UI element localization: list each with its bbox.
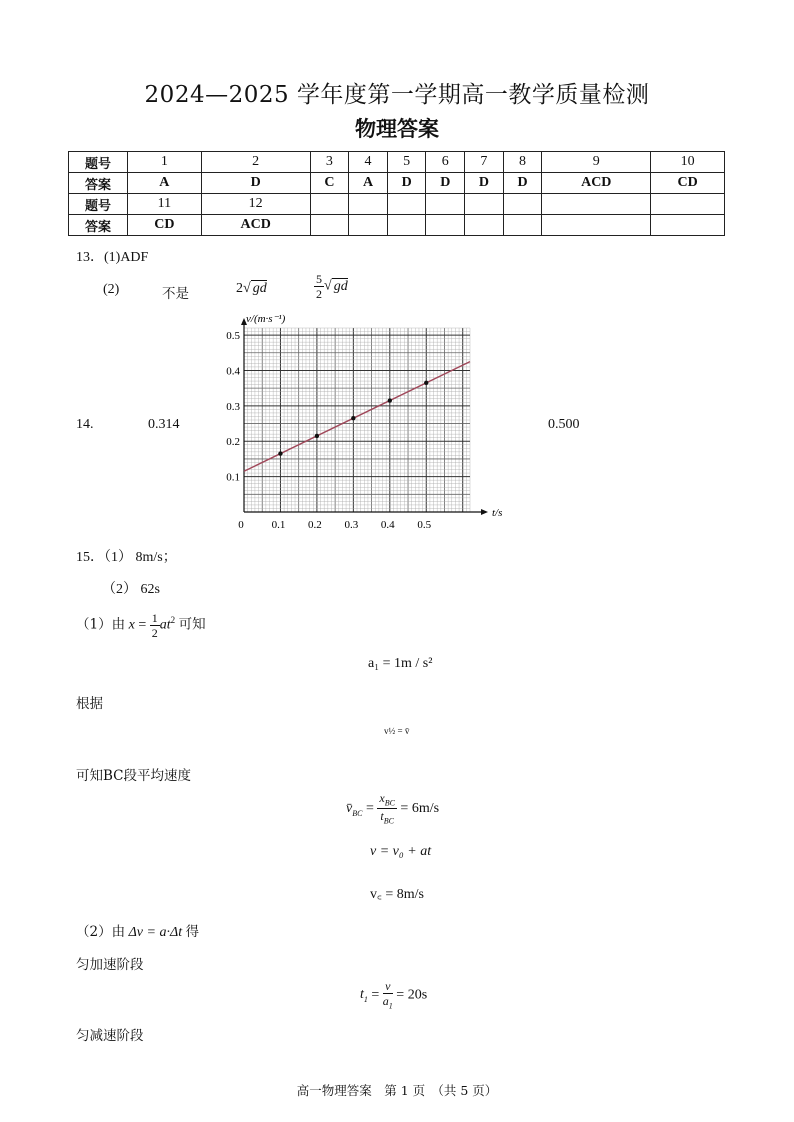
table-cell xyxy=(542,194,651,215)
table-cell xyxy=(349,194,388,215)
table-cell xyxy=(542,215,651,236)
table-cell: D xyxy=(201,173,310,194)
table-cell xyxy=(465,215,504,236)
table-cell xyxy=(503,194,542,215)
expr2-numerator: 5 xyxy=(316,272,322,286)
half-fraction xyxy=(150,612,160,639)
page-subtitle: 物理答案 xyxy=(355,116,439,141)
sqrt-sign: √ xyxy=(324,278,332,294)
eq-vbc-num: $x_{BC}$ xyxy=(379,791,395,808)
eq-vbc-lhs: $v̄_{BC}$ xyxy=(346,801,363,818)
table-row xyxy=(69,173,725,194)
table-cell: 3 xyxy=(310,152,349,173)
answer-table xyxy=(68,151,725,236)
x-tick-label: 0.5 xyxy=(417,519,432,531)
table-cell xyxy=(310,215,349,236)
x-tick-label: 0.2 xyxy=(308,519,322,531)
table-cell: D xyxy=(387,173,426,194)
eq-vc: v꜀ = 8m/s xyxy=(370,887,424,902)
page-footer: 高一物理答案 第 1 页 （共 5 页） xyxy=(296,1083,498,1098)
eq-t1-den: $a_1$ xyxy=(382,994,393,1011)
table-cell xyxy=(651,194,725,215)
step1-prefix: （1）由 xyxy=(76,616,126,633)
q14-label: 14. xyxy=(76,417,94,432)
label-according: 根据 xyxy=(76,696,103,712)
table-cell: 8 xyxy=(503,152,542,173)
label-acceleration-phase: 匀加速阶段 xyxy=(76,957,144,973)
eq-a1: a₁ = 1m / s² xyxy=(368,656,433,671)
q13-expression-2 xyxy=(314,273,348,300)
step2-equation: Δv = a·Δt xyxy=(128,925,183,940)
table-cell xyxy=(426,194,465,215)
eq-t1-value: = 20s xyxy=(396,987,428,1003)
table-cell: A xyxy=(349,173,388,194)
velocity-time-chart xyxy=(220,312,510,540)
table-cell xyxy=(651,215,725,236)
eq-vbc: $v̄_{BC}$ = $\frac{x_{BC}}{t_{BC}}$ = 6m/s xyxy=(346,791,440,826)
q15-step-1: （1）由 x = $\frac{1}{2}$ $at^2$ 可知 xyxy=(76,611,206,640)
y-tick-label: 0.4 xyxy=(226,365,240,378)
sqrt-sign: √ xyxy=(243,281,251,296)
page-title: 2024—2025 学年度第一学期高一教学质量检测 xyxy=(144,82,650,108)
data-point xyxy=(351,416,355,420)
label-bc-average: 可知BC段平均速度 xyxy=(76,768,192,784)
half-num: 1 xyxy=(151,611,158,625)
table-cell xyxy=(387,194,426,215)
step1-suffix: 可知 xyxy=(178,616,206,633)
table-cell: ACD xyxy=(201,215,310,236)
table-cell: CD xyxy=(128,215,202,236)
eq-v-mid: v½ = v̄ xyxy=(384,726,410,736)
chart-x-axis-label: t/s xyxy=(492,507,503,519)
eq-at2: at xyxy=(159,617,171,633)
chart-y-axis-label: v/(m·s⁻¹) xyxy=(246,313,286,325)
table-cell xyxy=(426,215,465,236)
table-cell: 10 xyxy=(651,152,725,173)
table-cell xyxy=(387,215,426,236)
table-cell: C xyxy=(310,173,349,194)
q13-part2-answer: 不是 xyxy=(162,286,189,302)
row-header: 题号 xyxy=(69,194,128,215)
step2-suffix: 得 xyxy=(185,924,200,940)
y-tick-label: 0.1 xyxy=(226,471,240,484)
table-cell: 5 xyxy=(387,152,426,173)
q15-answer-1: 15．（1） 8m/s； xyxy=(76,550,177,565)
x-tick-label: 0.4 xyxy=(380,519,395,531)
eq-t1: $t_1$ = $\frac{v}{a_1}$ = 20s xyxy=(360,979,428,1011)
data-point xyxy=(424,381,428,385)
half-den: 2 xyxy=(151,626,158,640)
table-row xyxy=(69,215,725,236)
data-point xyxy=(315,434,319,438)
table-cell: D xyxy=(465,173,504,194)
eq-vbc-value: = 6m/s xyxy=(400,801,440,817)
x-tick-label: 0 xyxy=(238,519,244,531)
expr2-denominator: 2 xyxy=(316,287,322,301)
chart-grid xyxy=(244,328,470,512)
table-cell: 6 xyxy=(426,152,465,173)
table-cell xyxy=(503,215,542,236)
table-cell: ACD xyxy=(542,173,651,194)
row-header: 题号 xyxy=(69,152,128,173)
q14-left-value: 0.314 xyxy=(148,417,180,432)
y-tick-label: 0.5 xyxy=(226,330,240,343)
table-row xyxy=(69,194,725,215)
eq-v: v = v₀ + at xyxy=(370,844,432,859)
q14-right-value: 0.500 xyxy=(548,417,580,432)
x-tick-label: 0.3 xyxy=(344,519,359,531)
table-row xyxy=(69,152,725,173)
q13-expression-1 xyxy=(236,281,267,297)
table-cell: 12 xyxy=(201,194,310,215)
eq-x-lhs: x xyxy=(128,617,135,633)
y-tick-label: 0.2 xyxy=(226,436,240,449)
table-cell: A xyxy=(128,173,202,194)
table-cell: 7 xyxy=(465,152,504,173)
row-header: 答案 xyxy=(69,173,128,194)
expr2-fraction xyxy=(314,273,324,300)
table-cell: 2 xyxy=(201,152,310,173)
expr1-radicand: gd xyxy=(252,281,267,296)
table-cell xyxy=(465,194,504,215)
table-cell: CD xyxy=(651,173,725,194)
q13-part1: 13．(1)ADF xyxy=(76,250,149,265)
table-cell: D xyxy=(426,173,465,194)
q15-answer-2: （2） 62s xyxy=(102,582,160,597)
row-header: 答案 xyxy=(69,215,128,236)
step2-prefix: （2）由 xyxy=(76,924,126,940)
label-deceleration-phase: 匀减速阶段 xyxy=(76,1028,144,1044)
q13-part2-label: (2) xyxy=(103,282,120,297)
eq-t1-lhs: $t_1$ xyxy=(360,987,368,1005)
table-cell: D xyxy=(503,173,542,194)
table-cell: 4 xyxy=(349,152,388,173)
expr1-coefficient: 2 xyxy=(236,281,243,296)
table-cell xyxy=(310,194,349,215)
x-axis-arrow xyxy=(481,509,488,515)
eq-vbc-fraction xyxy=(377,792,397,826)
data-point xyxy=(278,451,282,455)
eq-vbc-den: $t_{BC}$ xyxy=(380,809,394,826)
expr2-radicand: gd xyxy=(333,278,348,294)
table-cell xyxy=(349,215,388,236)
eq-square: 2 xyxy=(170,615,176,626)
table-cell: 9 xyxy=(542,152,651,173)
eq-t1-fraction xyxy=(383,980,393,1010)
y-tick-label: 0.3 xyxy=(226,400,240,413)
eq-t1-num: v xyxy=(383,980,393,994)
q15-step-2 xyxy=(76,920,199,941)
x-tick-label: 0.1 xyxy=(271,519,286,531)
data-point xyxy=(388,398,392,402)
table-cell: 11 xyxy=(128,194,202,215)
table-cell: 1 xyxy=(128,152,202,173)
